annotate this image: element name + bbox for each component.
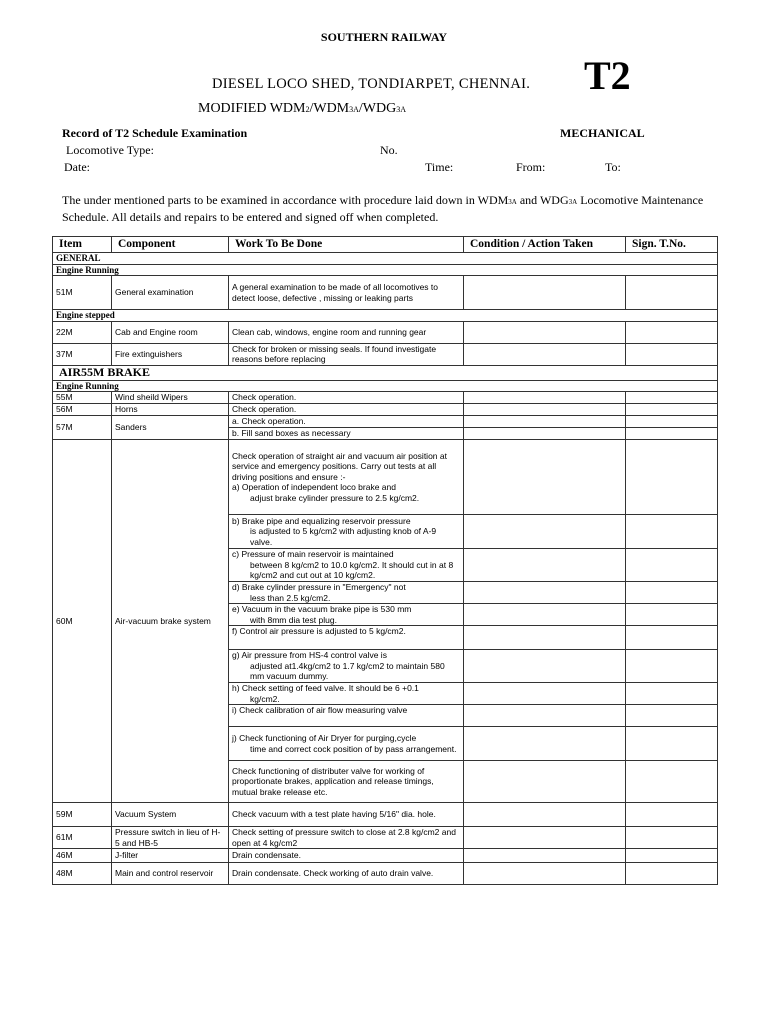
table-row — [53, 276, 718, 310]
condition-cell[interactable] — [464, 321, 626, 343]
item-code: 48M — [53, 863, 112, 885]
sign-cell[interactable] — [626, 683, 718, 705]
table-row — [53, 321, 718, 343]
sign-cell[interactable] — [626, 549, 718, 582]
condition-cell[interactable] — [464, 549, 626, 582]
work-description: Check vacuum with a test plate having 5/16" dia. hole. — [229, 803, 464, 827]
work-description: Check setting of pressure switch to close at 2.8 kg/cm2 and open at 4 kg/cm2 — [229, 827, 464, 849]
subsection-engine-running-2: Engine Running — [53, 380, 718, 392]
component-name: Cab and Engine room — [112, 321, 229, 343]
loco-no-label: No. — [380, 143, 398, 157]
sign-cell[interactable] — [626, 404, 718, 416]
sign-cell[interactable] — [626, 416, 718, 428]
condition-cell[interactable] — [464, 276, 626, 310]
work-description: Check for broken or missing seals. If found investigate reasons before replacing — [229, 343, 464, 365]
work-description: Check operation. — [229, 404, 464, 416]
work-description: j) Check functioning of Air Dryer for purging,cycle time and correct cock position of by pass arrangement. — [229, 727, 464, 761]
sign-cell[interactable] — [626, 440, 718, 515]
component-name: General examination — [112, 276, 229, 310]
date-label: Date: — [64, 160, 90, 174]
condition-cell[interactable] — [464, 626, 626, 650]
subsection-engine-stopped: Engine stepped — [53, 310, 718, 322]
table-row — [53, 343, 718, 365]
sign-cell[interactable] — [626, 863, 718, 885]
subsection-engine-running: Engine Running — [53, 264, 718, 276]
sign-cell[interactable] — [626, 650, 718, 683]
condition-cell[interactable] — [464, 761, 626, 803]
work-description: Check operation of straight air and vacuum air position at service and emergency positions. Carry out tests at all driving positions and ensure :- a) Operation of independent loco brake and adjust brake cylinder pressure to 2.5 kg/cm2. — [229, 440, 464, 515]
item-code: 51M — [53, 276, 112, 310]
condition-cell[interactable] — [464, 803, 626, 827]
col-header-item: Item — [53, 237, 112, 253]
table-row — [53, 416, 718, 428]
section-air-brake: AIR55M BRAKE — [53, 365, 718, 380]
table-row — [53, 827, 718, 849]
condition-cell[interactable] — [464, 863, 626, 885]
component-name: Horns — [112, 404, 229, 416]
condition-cell[interactable] — [464, 849, 626, 863]
sign-cell[interactable] — [626, 626, 718, 650]
table-row — [53, 803, 718, 827]
condition-cell[interactable] — [464, 683, 626, 705]
table-row — [53, 404, 718, 416]
condition-cell[interactable] — [464, 727, 626, 761]
sign-cell[interactable] — [626, 827, 718, 849]
model-title: MODIFIED WDM2/WDM3A/WDG3A — [198, 101, 407, 116]
condition-cell[interactable] — [464, 392, 626, 404]
component-name: Vacuum System — [112, 803, 229, 827]
sign-cell[interactable] — [626, 343, 718, 365]
component-name: Pressure switch in lieu of H-5 and HB-5 — [112, 827, 229, 849]
sign-cell[interactable] — [626, 321, 718, 343]
condition-cell[interactable] — [464, 827, 626, 849]
item-code: 61M — [53, 827, 112, 849]
time-label: Time: — [425, 160, 454, 174]
from-label: From: — [516, 160, 546, 174]
item-code: 60M — [53, 440, 112, 803]
col-header-work: Work To Be Done — [229, 237, 464, 253]
org-name: SOUTHERN RAILWAY — [320, 30, 448, 44]
condition-cell[interactable] — [464, 404, 626, 416]
work-description: Drain condensate. Check working of auto drain valve. — [229, 863, 464, 885]
item-code: 56M — [53, 404, 112, 416]
table-row — [53, 863, 718, 885]
work-description: d) Brake cylinder pressure in "Emergency" not less than 2.5 kg/cm2. — [229, 582, 464, 604]
sign-cell[interactable] — [626, 515, 718, 549]
condition-cell[interactable] — [464, 343, 626, 365]
sign-cell[interactable] — [626, 604, 718, 626]
work-description: h) Check setting of feed valve. It should be 6 +0.1 kg/cm2. — [229, 683, 464, 705]
col-header-sign: Sign. T.No. — [626, 237, 718, 253]
loco-type-label: Locomotive Type: — [66, 143, 154, 157]
work-description: Drain condensate. — [229, 849, 464, 863]
instructions-paragraph: The under mentioned parts to be examined in accordance with procedure laid down in WDM3A and WDG3A Locomotive Maintenance Schedule. All details and repairs to be entered and signed off when completed. — [62, 193, 704, 224]
component-name: Air-vacuum brake system — [112, 440, 229, 803]
condition-cell[interactable] — [464, 705, 626, 727]
component-name: J-filter — [112, 849, 229, 863]
table-row — [53, 440, 718, 515]
item-code: 22M — [53, 321, 112, 343]
work-description: Check operation. — [229, 392, 464, 404]
work-description: b. Fill sand boxes as necessary — [229, 428, 464, 440]
condition-cell[interactable] — [464, 582, 626, 604]
shed-name: DIESEL LOCO SHED, TONDIARPET, CHENNAI. — [212, 76, 531, 92]
component-name: Fire extinguishers — [112, 343, 229, 365]
table-row — [53, 849, 718, 863]
work-description: g) Air pressure from HS-4 control valve is adjusted at1.4kg/cm2 to 1.7 kg/cm2 to maintain 580 mm vacuum dummy. — [229, 650, 464, 683]
component-name: Main and control reservoir — [112, 863, 229, 885]
condition-cell[interactable] — [464, 515, 626, 549]
sign-cell[interactable] — [626, 705, 718, 727]
record-title: Record of T2 Schedule Examination — [62, 126, 248, 140]
schedule-code: T2 — [584, 53, 631, 98]
item-code: 37M — [53, 343, 112, 365]
sign-cell[interactable] — [626, 276, 718, 310]
work-description: f) Control air pressure is adjusted to 5 kg/cm2. — [229, 626, 464, 650]
work-description: Clean cab, windows, engine room and running gear — [229, 321, 464, 343]
work-description: c) Pressure of main reservoir is maintained between 8 kg/cm2 to 10.0 kg/cm2. It should cut in at 8 kg/cm2 and cut out at 10 kg/cm2. — [229, 549, 464, 582]
component-name: Wind sheild Wipers — [112, 392, 229, 404]
sign-cell[interactable] — [626, 803, 718, 827]
sign-cell[interactable] — [626, 761, 718, 803]
work-description: A general examination to be made of all locomotives to detect loose, defective , missing or leaking parts — [229, 276, 464, 310]
table-header-row — [53, 237, 718, 253]
department-label: MECHANICAL — [560, 126, 645, 140]
component-name: Sanders — [112, 416, 229, 440]
condition-cell[interactable] — [464, 428, 626, 440]
condition-cell[interactable] — [464, 650, 626, 683]
item-code: 59M — [53, 803, 112, 827]
work-description: e) Vacuum in the vacuum brake pipe is 530 mm with 8mm dia test plug. — [229, 604, 464, 626]
section-general: GENERAL — [53, 253, 718, 265]
work-description: i) Check calibration of air flow measuring valve — [229, 705, 464, 727]
schedule-table — [52, 236, 718, 885]
sign-cell[interactable] — [626, 582, 718, 604]
condition-cell[interactable] — [464, 440, 626, 515]
sign-cell[interactable] — [626, 428, 718, 440]
item-code: 55M — [53, 392, 112, 404]
work-description: b) Brake pipe and equalizing reservoir pressure is adjusted to 5 kg/cm2 with adjusting knob of A-9 valve. — [229, 515, 464, 549]
condition-cell[interactable] — [464, 604, 626, 626]
sign-cell[interactable] — [626, 392, 718, 404]
condition-cell[interactable] — [464, 416, 626, 428]
sign-cell[interactable] — [626, 849, 718, 863]
item-code: 57M — [53, 416, 112, 440]
to-label: To: — [605, 160, 621, 174]
item-code: 46M — [53, 849, 112, 863]
table-row — [53, 392, 718, 404]
sign-cell[interactable] — [626, 727, 718, 761]
work-description: a. Check operation. — [229, 416, 464, 428]
col-header-component: Component — [112, 237, 229, 253]
col-header-condition: Condition / Action Taken — [464, 237, 626, 253]
work-description: Check functioning of distributer valve for working of proportionate brakes, application and release timings, mutual brake release etc. — [229, 761, 464, 803]
